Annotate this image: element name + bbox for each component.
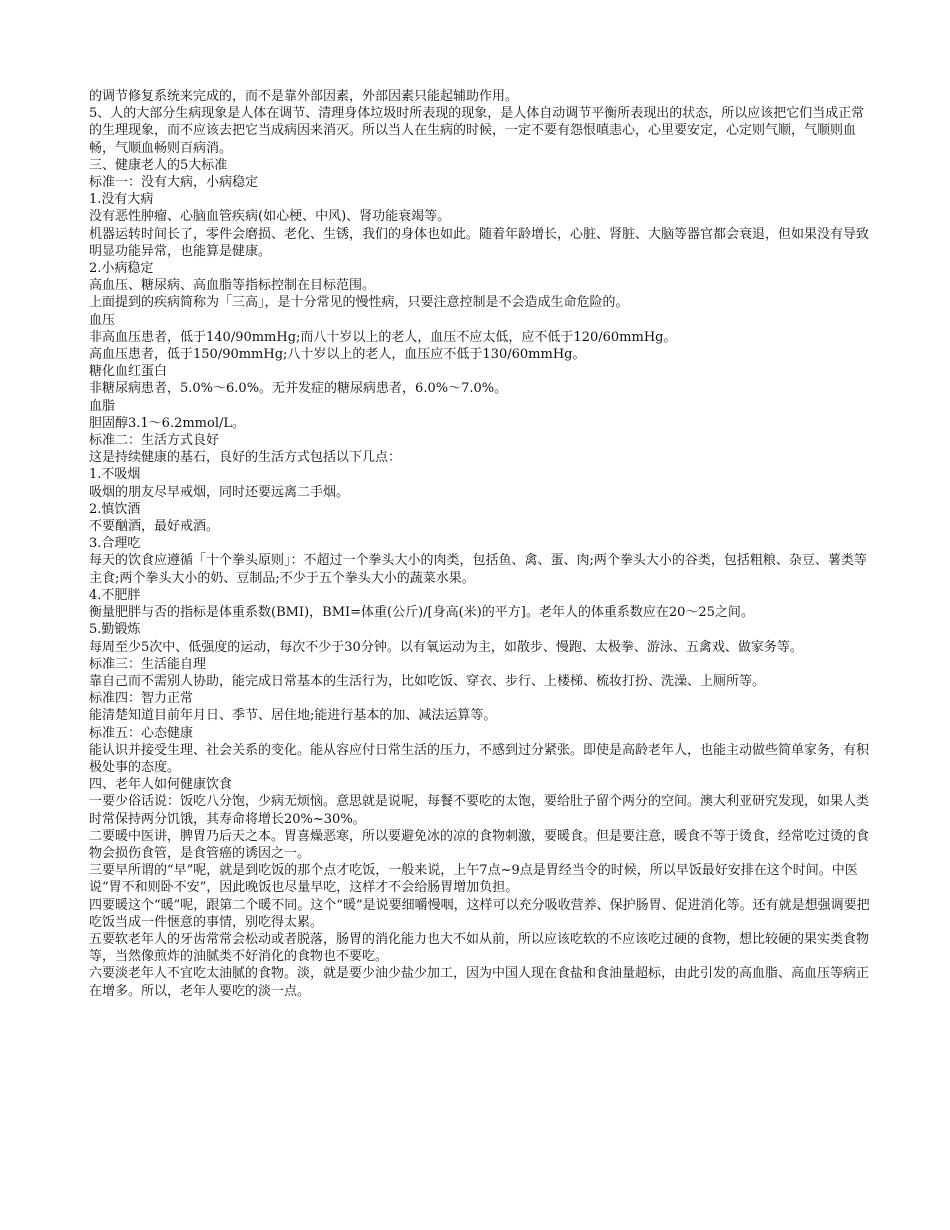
subheading: 标准五：心态健康 (89, 725, 194, 741)
subheading: 2.慎饮酒 (89, 501, 141, 517)
subheading: 标准一：没有大病，小病稳定 (89, 175, 259, 191)
section-heading: 三、健康老人的5大标准 (89, 157, 228, 173)
paragraph: 四要暖这个“暖”呢，跟第二个暖不同。这个“暖”是说要细嚼慢咽，这样可以充分吸收营养、保护肠胃、促进消化等。还有就是想强调要把吃饭当成一件惬意的事情，别吃得太累。 (89, 897, 870, 930)
paragraph: 5、人的大部分生病现象是人体在调节、清理身体垃圾时所表现的现象，是人体自动调节平衡所表现出的状态，所以应该把它们当成正常的生理现象，而不应该去把它当成病因来消灭。所以当人在生病的时候，一定不要有怨恨嗔恚心，心里要安定，心定则气顺，气顺则血畅，气顺血畅则百病消。 (89, 106, 865, 156)
subheading: 标准四：智力正常 (89, 691, 194, 707)
paragraph: 五要软老年人的牙齿常常会松动或者脱落，肠胃的消化能力也大不如从前，所以应该吃软的不应该吃过硬的食物，想比较硬的果实类食物等，当然像煎炸的油腻类不好消化的食物也不要吃。 (89, 931, 870, 965)
subheading: 4.不肥胖 (89, 587, 141, 603)
paragraph: 非高血压患者，低于140/90mmHg;而八十岁以上的老人，血压不应太低，应不低于120/60mmHg。 (89, 329, 677, 345)
paragraph: 每周至少5次中、低强度的运动，每次不少于30分钟。以有氧运动为主，如散步、慢跑、太极拳、游泳、五禽戏、做家务等。 (89, 639, 803, 655)
subheading: 血压 (89, 312, 116, 328)
paragraph: 高血压、糖尿病、高血脂等指标控制在目标范围。 (89, 278, 376, 294)
paragraph: 靠自己而不需别人协助，能完成日常基本的生活行为，比如吃饭、穿衣、步行、上楼梯、梳妆打扮、洗澡、上厕所等。 (89, 673, 766, 689)
paragraph: 能认识并接受生理、社会关系的变化。能从容应付日常生活的压力，不感到过分紧张。即使是高龄老年人，也能主动做些简单家务，有积极处事的态度。 (89, 742, 870, 775)
paragraph: 的调节修复系统来完成的，而不是靠外部因素，外部因素只能起辅助作用。 (89, 89, 519, 104)
paragraph: 机器运转时间长了，零件会磨损、老化、生锈，我们的身体也如此。随着年龄增长，心脏、肾脏、大脑等器官都会衰退，但如果没有导致明显功能异常，也能算是健康。 (89, 226, 870, 259)
paragraph: 一要少俗话说：饭吃八分饱，少病无烦恼。意思就是说呢，每餐不要吃的太饱，要给肚子留个两分的空间。澳大利亚研究发现，如果人类时常保持两分饥饿，其寿命将增长20%~30%。 (89, 794, 870, 827)
paragraph: 高血压患者，低于150/90mmHg;八十岁以上的老人，血压应不低于130/60mmHg。 (89, 347, 586, 363)
subheading: 2.小病稳定 (89, 261, 154, 277)
paragraph: 能清楚知道目前年月日、季节、居住地;能进行基本的加、减法运算等。 (89, 708, 497, 724)
subheading: 1.不吸烟 (89, 467, 141, 483)
paragraph: 每天的饮食应遵循「十个拳头原则」：不超过一个拳头大小的肉类，包括鱼、禽、蛋、肉;两个拳头大小的谷类，包括粗粮、杂豆、薯类等主食;两个拳头大小的奶、豆制品;不少于五个拳头大小的蔬菜水果。 (89, 553, 867, 586)
paragraph: 这是持续健康的基石，良好的生活方式包括以下几点： (89, 450, 402, 466)
document-body (89, 88, 871, 1000)
paragraph: 衡量肥胖与否的指标是体重系数(BMI)，BMI=体重(公斤)/[身高(米)的平方]。老年人的体重系数应在20～25之间。 (89, 605, 754, 621)
subheading: 3.合理吃 (89, 536, 141, 552)
paragraph: 三要早所谓的“早”呢，就是到吃饭的那个点才吃饭，一般来说，上午7点~9点是胃经当令的时候，所以早饭最好安排在这个时间。中医说“胃不和则卧不安”，因此晚饭也尽量早吃，这样才不会给肠胃增加负担。 (89, 863, 858, 896)
paragraph: 不要酗酒，最好戒酒。 (89, 519, 220, 535)
subheading: 标准二：生活方式良好 (89, 433, 220, 449)
paragraph: 吸烟的朋友尽早戒烟，同时还要远离二手烟。 (89, 484, 350, 500)
paragraph: 没有恶性肿瘤、心脑血管疾病(如心梗、中风)、肾功能衰竭等。 (89, 209, 451, 225)
paragraph: 六要淡老年人不宜吃太油腻的食物。淡，就是要少油少盐少加工，因为中国人现在食盐和食油量超标，由此引发的高血脂、高血压等病正在增多。所以，老年人要吃的淡一点。 (89, 966, 870, 999)
subheading: 1.没有大病 (89, 192, 154, 208)
paragraph: 二要暖中医讲，脾胃乃后天之本。胃喜燥恶寒，所以要避免冰的凉的食物刺激，要暖食。但是要注意，暖食不等于烫食，经常吃过烫的食物会损伤食管，是食管癌的诱因之一。 (89, 828, 870, 861)
subheading: 糖化血红蛋白 (89, 364, 168, 380)
section-heading: 四、老年人如何健康饮食 (89, 777, 233, 793)
paragraph: 胆固醇3.1～6.2mmol/L。 (89, 415, 246, 431)
subheading: 5.勤锻炼 (89, 622, 141, 638)
paragraph: 上面提到的疾病简称为「三高」，是十分常见的慢性病，只要注意控制是不会造成生命危险的。 (89, 295, 629, 311)
paragraph: 非糖尿病患者，5.0%～6.0%。无并发症的糖尿病患者，6.0%～7.0%。 (89, 381, 508, 397)
subheading: 血脂 (89, 398, 116, 414)
subheading: 标准三：生活能自理 (89, 656, 207, 672)
